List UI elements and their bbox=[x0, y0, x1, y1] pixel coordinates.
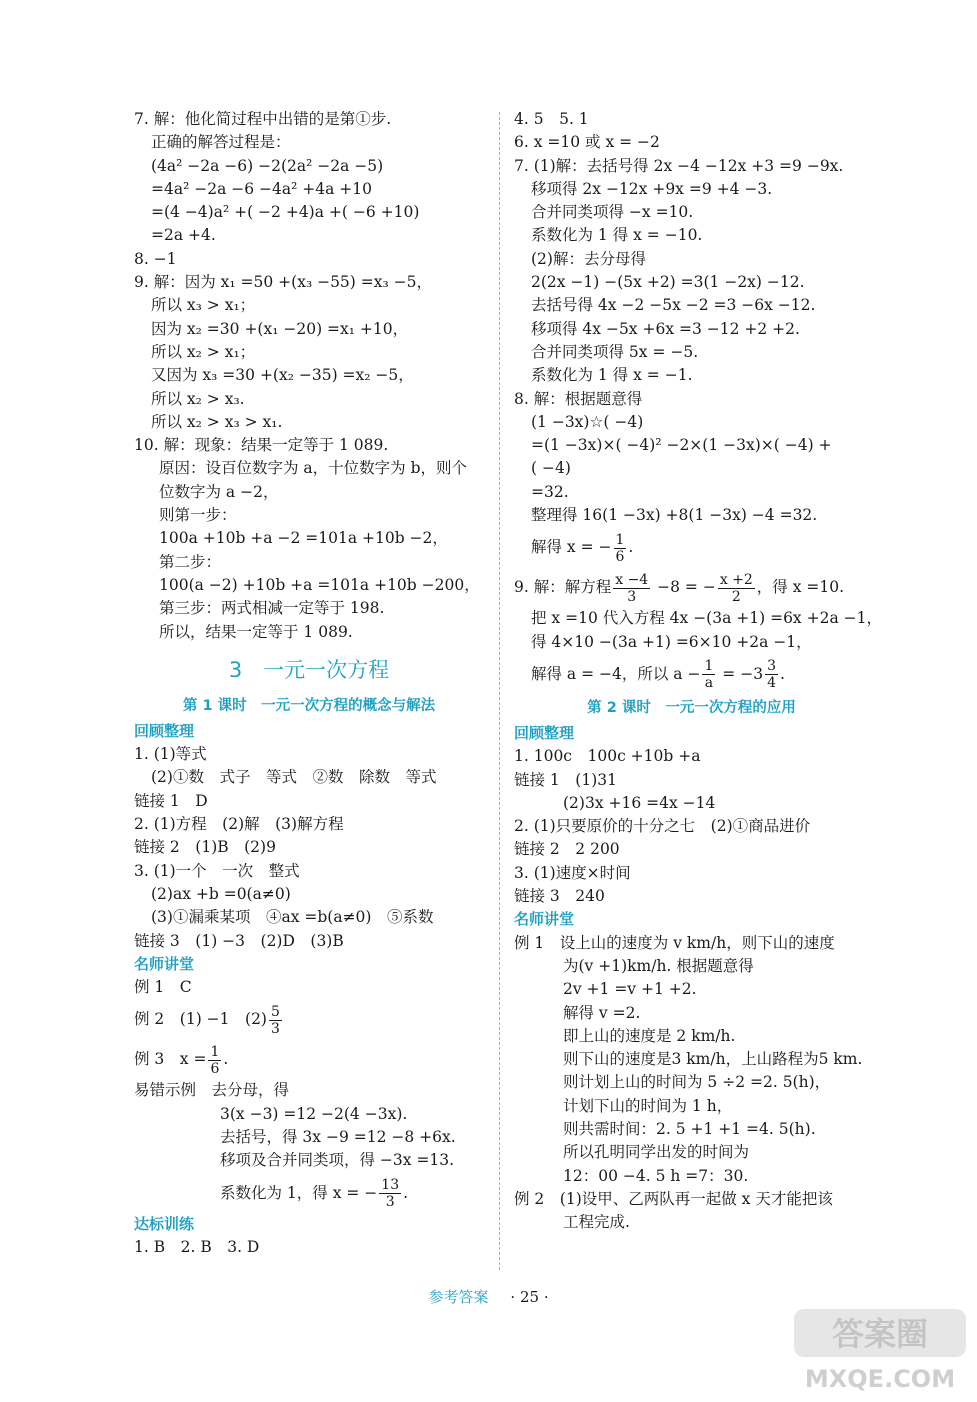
text-line: 8. −1 bbox=[134, 249, 177, 268]
text-line: 为(v +1)km/h. 根据题意得 bbox=[563, 956, 754, 975]
page-number: · 25 · bbox=[510, 1288, 549, 1306]
fraction: $\frac{13}{3}$ bbox=[381, 1177, 400, 1211]
text-line: 去括号得 4x −2 −5x −2 =3 −6x −12. bbox=[531, 296, 816, 315]
text-line: 3(x −3) =12 −2(4 −3x). bbox=[220, 1104, 408, 1123]
column-divider bbox=[499, 112, 500, 1270]
text-line: 合并同类项得 −x =10. bbox=[531, 203, 694, 222]
text-line: =(4 −4)a² +( −2 +4)a +( −6 +10) bbox=[151, 203, 420, 222]
text-line: 计划下山的时间为 1 h， bbox=[563, 1096, 733, 1115]
text-line: 3. (1)速度×时间 bbox=[514, 863, 631, 882]
text-line: 10. 解：现象：结果一定等于 1 089. bbox=[134, 436, 389, 455]
text-line: (4a² −2a −6) −2(2a² −2a −5) bbox=[151, 156, 384, 175]
text-line: =(1 −3x)×( −4)² −2×(1 −3x)×( −4) + bbox=[531, 436, 832, 455]
text-line: 所以 x₃ > x₁； bbox=[151, 296, 256, 315]
worked-examples bbox=[514, 932, 869, 1235]
text-line: (2)解：去分母得 bbox=[531, 249, 646, 268]
answer-9-final: 解得 a = −4，所以 a − $\frac{1}{a}$ = −3 $\frac{3}{4}$ . bbox=[531, 658, 785, 692]
answer-9-lines bbox=[514, 607, 882, 654]
text-line: 4. 5 5. 1 bbox=[514, 110, 589, 128]
teacher-heading-2: 名师讲堂 bbox=[514, 910, 575, 929]
mistake-example bbox=[134, 1079, 484, 1172]
example-2: 例 2 (1) −1 (2) $\frac{5}{3}$ bbox=[134, 1003, 280, 1037]
text-line: 得 4×10 −(3a +1) =6×10 +2a −1， bbox=[531, 632, 812, 651]
fraction: $\frac{1}{6}$ bbox=[210, 1043, 220, 1077]
text-line: 所以，结果一定等于 1 089. bbox=[159, 622, 353, 641]
text-line: 所以孔明同学出发的时间为 bbox=[563, 1143, 750, 1162]
text-line: 位数字为 a −2， bbox=[159, 482, 279, 501]
text-line: 3. (1)一个 一次 整式 bbox=[134, 861, 300, 880]
review-heading-2: 回顾整理 bbox=[514, 723, 575, 742]
text-line: 链接 1 D bbox=[134, 791, 208, 810]
text-line: 则第一步： bbox=[159, 506, 237, 525]
text-line: 移项得 2x −12x +9x =9 +4 −3. bbox=[531, 179, 773, 198]
text-line: 链接 3 (1) −3 (2)D (3)B bbox=[134, 931, 344, 950]
text-line: 链接 2 (1)B (2)9 bbox=[134, 838, 276, 857]
text-line: (2)3x +16 =4x −14 bbox=[563, 793, 716, 812]
practice-answers: 1. B 2. B 3. D bbox=[134, 1237, 260, 1256]
text-line: 100(a −2) +10b +a =101a +10b −200， bbox=[159, 575, 480, 594]
text-line: (3)①漏乘某项 ④ax =b(a≠0) ⑤系数 bbox=[151, 908, 434, 927]
text-line: 第二步： bbox=[159, 552, 222, 571]
text-line: 100a +10b +a −2 =101a +10b −2， bbox=[159, 529, 448, 548]
text-line: 则计划上山的时间为 5 ÷2 =2. 5(h)， bbox=[563, 1073, 831, 1092]
text-line: 8. 解：根据题意得 bbox=[514, 389, 643, 408]
example-1: 例 1 C bbox=[134, 978, 192, 997]
teacher-heading: 名师讲堂 bbox=[134, 954, 195, 973]
text-line: 例 2 (1)设甲、乙两队再一起做 x 天才能把该 bbox=[514, 1189, 833, 1208]
text-line: ( −4) bbox=[531, 459, 571, 478]
text-line: 又因为 x₃ =30 +(x₂ −35) =x₂ −5， bbox=[151, 366, 414, 385]
text-line: 1. (1)等式 bbox=[134, 745, 207, 764]
section-title: 3 一元一次方程 bbox=[228, 657, 390, 682]
text-line: 整理得 16(1 −3x) +8(1 −3x) −4 =32. bbox=[531, 506, 818, 525]
practice-heading: 达标训练 bbox=[134, 1214, 195, 1233]
fraction: $\frac{3}{4}$ bbox=[767, 658, 776, 692]
text-line: 2v +1 =v +1 +2. bbox=[563, 980, 697, 999]
text-line: 工程完成. bbox=[563, 1213, 630, 1232]
text-line: 则共需时间：2. 5 +1 +1 =4. 5(h). bbox=[563, 1119, 816, 1138]
fraction: $\frac{x -4}{3}$ bbox=[615, 571, 649, 605]
watermark-text-bottom: MXQE.COM bbox=[804, 1365, 956, 1393]
fraction: $\frac{1}{a}$ bbox=[704, 658, 714, 692]
text-line: 所以 x₂ > x₃ > x₁. bbox=[151, 412, 283, 431]
text-line: 例 1 设上山的速度为 v km/h，则下山的速度 bbox=[514, 933, 835, 952]
text-line: 9. 解：因为 x₁ =50 +(x₃ −55) =x₃ −5， bbox=[134, 273, 432, 292]
text-line: =2a +4. bbox=[151, 226, 216, 245]
text-line: 所以 x₂ > x₃. bbox=[151, 389, 245, 408]
text-line: 链接 2 2 200 bbox=[514, 840, 620, 859]
text-line: 去括号，得 3x −9 =12 −8 +6x. bbox=[220, 1127, 456, 1146]
text-line: 合并同类项得 5x = −5. bbox=[531, 342, 699, 361]
review-answers-2 bbox=[514, 745, 869, 908]
text-line: 第三步：两式相减一定等于 198. bbox=[159, 599, 385, 618]
fraction: $\frac{x +2}{2}$ bbox=[719, 571, 753, 605]
text-line: 2. (1)方程 (2)解 (3)解方程 bbox=[134, 815, 344, 834]
watermark-text-top: 答案圈 bbox=[831, 1315, 929, 1353]
fraction: $\frac{1}{6}$ bbox=[615, 531, 625, 565]
text-line: 2(2x −1) −(5x +2) =3(1 −2x) −12. bbox=[531, 273, 805, 292]
right-answers bbox=[514, 108, 869, 527]
text-line: 移项得 4x −5x +6x =3 −12 +2 +2. bbox=[531, 319, 800, 338]
lesson-2-title: 第 2 课时 一元一次方程的应用 bbox=[587, 699, 796, 716]
text-line: =32. bbox=[531, 482, 569, 501]
mistake-final-line: 系数化为 1，得 x = − $\frac{13}{3}$ . bbox=[220, 1177, 409, 1211]
left-answers bbox=[134, 108, 484, 644]
example-3: 例 3 x = $\frac{1}{6}$ . bbox=[134, 1043, 229, 1077]
text-line: (1 −3x)☆( −4) bbox=[531, 412, 644, 431]
left-column bbox=[134, 108, 484, 1259]
watermark-logo bbox=[790, 1305, 970, 1395]
review-answers bbox=[134, 743, 484, 953]
text-line: 链接 1 (1)31 bbox=[514, 770, 617, 789]
text-line: 7. 解：他化简过程中出错的是第①步. bbox=[134, 110, 392, 128]
text-line: 把 x =10 代入方程 4x −(3a +1) =6x +2a −1， bbox=[531, 609, 882, 628]
text-line: 易错示例 去分母，得 bbox=[134, 1081, 290, 1100]
text-line: 12：00 −4. 5 h =7：30. bbox=[563, 1166, 749, 1185]
text-line: 系数化为 1 得 x = −1. bbox=[531, 366, 693, 385]
text-line: 1. 100c 100c +10b +a bbox=[514, 747, 701, 766]
text-line: 解得 v =2. bbox=[563, 1003, 641, 1022]
text-line: 系数化为 1 得 x = −10. bbox=[531, 226, 703, 245]
answer-8-solution: 解得 x = − $\frac{1}{6}$ . bbox=[531, 531, 634, 565]
text-line: 7. (1)解：去括号得 2x −4 −12x +3 =9 −9x. bbox=[514, 156, 844, 175]
fraction: $\frac{5}{3}$ bbox=[270, 1003, 280, 1037]
answer-9-line-1: 9. 解：解方程 $\frac{x -4}{3}$ −8 = − $\frac{x +2}{2}$ ，得 x =10. bbox=[514, 571, 845, 605]
footer-label: 参考答案 bbox=[428, 1288, 489, 1306]
text-line: 则下山的速度是3 km/h，上山路程为5 km. bbox=[563, 1050, 863, 1069]
right-column bbox=[514, 108, 882, 1234]
text-line: =4a² −2a −6 −4a² +4a +10 bbox=[151, 179, 372, 198]
text-line: 即上山的速度是 2 km/h. bbox=[563, 1026, 736, 1045]
text-line: 正确的解答过程是： bbox=[151, 133, 291, 152]
text-line: 原因：设百位数字为 a，十位数字为 b，则个 bbox=[159, 459, 468, 478]
text-line: 2. (1)只要原价的十分之七 (2)①商品进价 bbox=[514, 817, 811, 836]
text-line: 6. x =10 或 x = −2 bbox=[514, 133, 660, 152]
text-line: (2)①数 式子 等式 ②数 除数 等式 bbox=[151, 768, 437, 787]
review-heading: 回顾整理 bbox=[134, 721, 195, 740]
text-line: (2)ax +b =0(a≠0) bbox=[151, 884, 291, 903]
page-footer bbox=[0, 1286, 977, 1307]
text-line: 移项及合并同类项，得 −3x =13. bbox=[220, 1151, 455, 1170]
text-line: 因为 x₂ =30 +(x₁ −20) =x₁ +10， bbox=[151, 319, 409, 338]
text-line: 链接 3 240 bbox=[514, 887, 605, 906]
lesson-1-title: 第 1 课时 一元一次方程的概念与解法 bbox=[182, 697, 436, 714]
text-line: 所以 x₂ > x₁； bbox=[151, 342, 256, 361]
